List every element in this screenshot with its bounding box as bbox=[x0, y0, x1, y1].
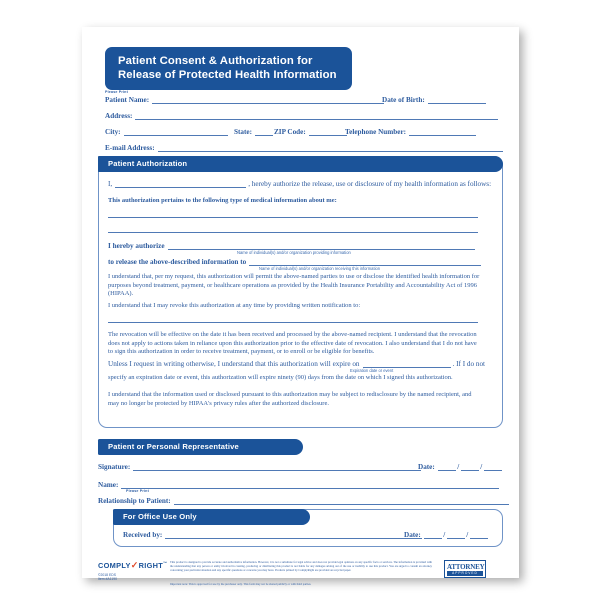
date-separator-2: / bbox=[480, 463, 483, 471]
complyright-logo bbox=[98, 560, 167, 571]
date-separator-1: / bbox=[457, 463, 460, 471]
field-telephone[interactable] bbox=[345, 128, 476, 136]
signature-label: Signature: bbox=[98, 463, 131, 471]
field-representative-name[interactable] bbox=[98, 481, 499, 489]
medical-info-line-2[interactable] bbox=[108, 232, 478, 233]
field-city[interactable] bbox=[105, 128, 228, 136]
field-relationship[interactable] bbox=[98, 497, 509, 505]
footer-code-line-1: ©2018 EDS bbox=[98, 573, 116, 577]
expiration-date-input[interactable] bbox=[363, 360, 451, 368]
patient-name-label: Patient Name: bbox=[105, 96, 150, 104]
field-patient-name[interactable] bbox=[105, 96, 384, 104]
field-signature[interactable] bbox=[98, 463, 421, 471]
date-of-birth-input[interactable] bbox=[428, 96, 486, 104]
signature-date-year[interactable] bbox=[484, 463, 502, 471]
please-print-note-top: Please Print bbox=[105, 90, 128, 94]
patient-name-input[interactable] bbox=[152, 96, 384, 104]
footer-product-codes bbox=[98, 573, 117, 582]
footer-disclaimer: This product is designed to provide accurate and authoritative information. However, it is not a substitute for legal advice and does not provide legal opinions on any specific facts or services. The information is provided with the understanding that any person or entity involved in creating, producing or distributing this product is not liable for any damages arising out of the use or inability to use this product. You are urged to consult an attorney concerning your particular situation and any specific questions or concerns you may have. Products printed by ComplyRight are provided on recycled paper. bbox=[170, 560, 432, 572]
complyright-logo-right: RIGHT bbox=[138, 561, 164, 570]
page-title-line-2: Release of Protected Health Information bbox=[118, 69, 337, 82]
city-label: City: bbox=[105, 128, 121, 136]
field-zip[interactable] bbox=[274, 128, 347, 136]
field-providing-org[interactable] bbox=[108, 242, 475, 250]
field-authorizer-name[interactable] bbox=[108, 180, 491, 188]
complyright-logo-comply: COMPLY bbox=[98, 561, 131, 570]
signature-date-day[interactable] bbox=[461, 463, 479, 471]
caption-expiration-date: Expiration date or event bbox=[350, 368, 394, 373]
field-received-by[interactable] bbox=[123, 531, 422, 539]
expire-pre-text: Unless I request in writing otherwise, I understand that this authorization will expire on bbox=[108, 360, 360, 368]
field-date-of-birth[interactable] bbox=[382, 96, 486, 104]
signature-date-input[interactable] bbox=[438, 463, 502, 471]
hereby-authorize-text: , hereby authorize the release, use or disclosure of my health information as follows: bbox=[248, 180, 492, 188]
i-hereby-authorize-label: I hereby authorize bbox=[108, 242, 165, 250]
attorney-badge-line-1: ATTORNEY bbox=[447, 562, 485, 571]
office-date-separator-2: / bbox=[466, 531, 469, 539]
complyright-logo-tm: ™ bbox=[163, 560, 168, 566]
signature-input[interactable] bbox=[133, 463, 421, 471]
paragraph-revoke-notice: I understand that I may revoke this authorization at any time by providing written notification to: bbox=[108, 302, 361, 309]
field-office-date[interactable] bbox=[404, 531, 488, 539]
document-title-banner bbox=[105, 47, 352, 90]
state-label: State: bbox=[234, 128, 252, 136]
medical-info-line-1[interactable] bbox=[108, 217, 478, 218]
received-by-label: Received by: bbox=[123, 531, 163, 539]
paragraph-redisclosure: I understand that the information used or disclosed pursuant to this authorization may be subject to redisclosure by the named recipient, and may no longer be protected by HIPAA's privacy rules after the authorized disclosure. bbox=[108, 391, 472, 407]
patient-authorization-header: Patient Authorization bbox=[98, 156, 503, 172]
footer-code-line-2: Item #A1190 bbox=[98, 577, 117, 582]
checkmark-icon: ✓ bbox=[130, 560, 139, 570]
expire-post-text: . If I do not bbox=[452, 360, 486, 368]
field-receiving-org[interactable] bbox=[108, 258, 481, 266]
office-date-year[interactable] bbox=[470, 531, 488, 539]
telephone-label: Telephone Number: bbox=[345, 128, 407, 136]
office-date-input[interactable] bbox=[424, 531, 488, 539]
office-date-day[interactable] bbox=[447, 531, 465, 539]
date-of-birth-label: Date of Birth: bbox=[382, 96, 425, 104]
release-to-label: to release the above-described information to bbox=[108, 258, 247, 266]
pertains-statement: This authorization pertains to the following type of medical information about me: bbox=[108, 197, 337, 204]
address-input[interactable] bbox=[135, 112, 498, 120]
telephone-input[interactable] bbox=[409, 128, 476, 136]
representative-name-label: Name: bbox=[98, 481, 119, 489]
state-input[interactable] bbox=[255, 128, 273, 136]
office-date-month[interactable] bbox=[424, 531, 442, 539]
document-sheet bbox=[82, 27, 519, 586]
zip-label: ZIP Code: bbox=[274, 128, 306, 136]
office-date-label: Date: bbox=[404, 531, 421, 539]
paragraph-hipaa-purposes: I understand that, per my request, this authorization will permit the above-named parties to use or disclose the identified health information for purposes beyond treatment, payment, or healthcare operations as provided by the Health Insurance Portability and Accountability Act of 1996 (HIPAA). bbox=[108, 273, 480, 298]
page-title-line-1: Patient Consent & Authorization for bbox=[118, 55, 313, 67]
representative-name-input[interactable] bbox=[121, 481, 499, 489]
i-label: I, bbox=[108, 180, 113, 188]
relationship-input[interactable] bbox=[174, 497, 509, 505]
paragraph-expire-continued: specify an expiration date or event, this authorization will expire ninety (90) days from the date on which I signed this authorization. bbox=[108, 374, 453, 381]
signature-date-label: Date: bbox=[418, 463, 435, 471]
caption-providing-organization: Name of individual(s) and/or organization providing information bbox=[237, 250, 351, 255]
field-expiration-date[interactable] bbox=[108, 360, 485, 368]
relationship-label: Relationship to Patient: bbox=[98, 497, 171, 505]
received-by-input[interactable] bbox=[165, 531, 422, 539]
providing-org-input[interactable] bbox=[168, 242, 475, 250]
email-label: E-mail Address: bbox=[105, 144, 155, 152]
email-input[interactable] bbox=[158, 144, 503, 152]
field-email[interactable] bbox=[105, 144, 503, 152]
receiving-org-input[interactable] bbox=[249, 258, 481, 266]
field-state[interactable] bbox=[234, 128, 273, 136]
office-use-header: For Office Use Only bbox=[113, 509, 310, 525]
representative-section-header: Patient or Personal Representative bbox=[98, 439, 303, 455]
please-print-note-name: Please Print bbox=[126, 489, 149, 493]
caption-receiving-organization: Name of individual(s) and/or organization receiving this information bbox=[259, 266, 381, 271]
office-date-separator-1: / bbox=[443, 531, 446, 539]
city-input[interactable] bbox=[124, 128, 228, 136]
paragraph-revocation-effective: The revocation will be effective on the date it has been received and processed by the above-named recipient. I understand that the revocation does not apply to actions taken in reliance upon this authorization prior to the effective date of revocation. I also understand that I do not have to sign this authorization in order to receive treatment, payment, or to enroll or be eligible for benefits. bbox=[108, 331, 477, 356]
address-label: Address: bbox=[105, 112, 133, 120]
zip-input[interactable] bbox=[309, 128, 347, 136]
field-signature-date[interactable] bbox=[418, 463, 502, 471]
authorizer-name-input[interactable] bbox=[115, 180, 246, 188]
attorney-approved-badge bbox=[444, 560, 486, 578]
footer-important-note: Important note: This is approved for use by the purchaser only. This form may not be shared publicly or with third parties. bbox=[170, 582, 312, 586]
signature-date-month[interactable] bbox=[438, 463, 456, 471]
field-address[interactable] bbox=[105, 112, 498, 120]
attorney-badge-line-2: APPROVED bbox=[447, 571, 483, 576]
revocation-notice-input-line[interactable] bbox=[108, 322, 478, 323]
